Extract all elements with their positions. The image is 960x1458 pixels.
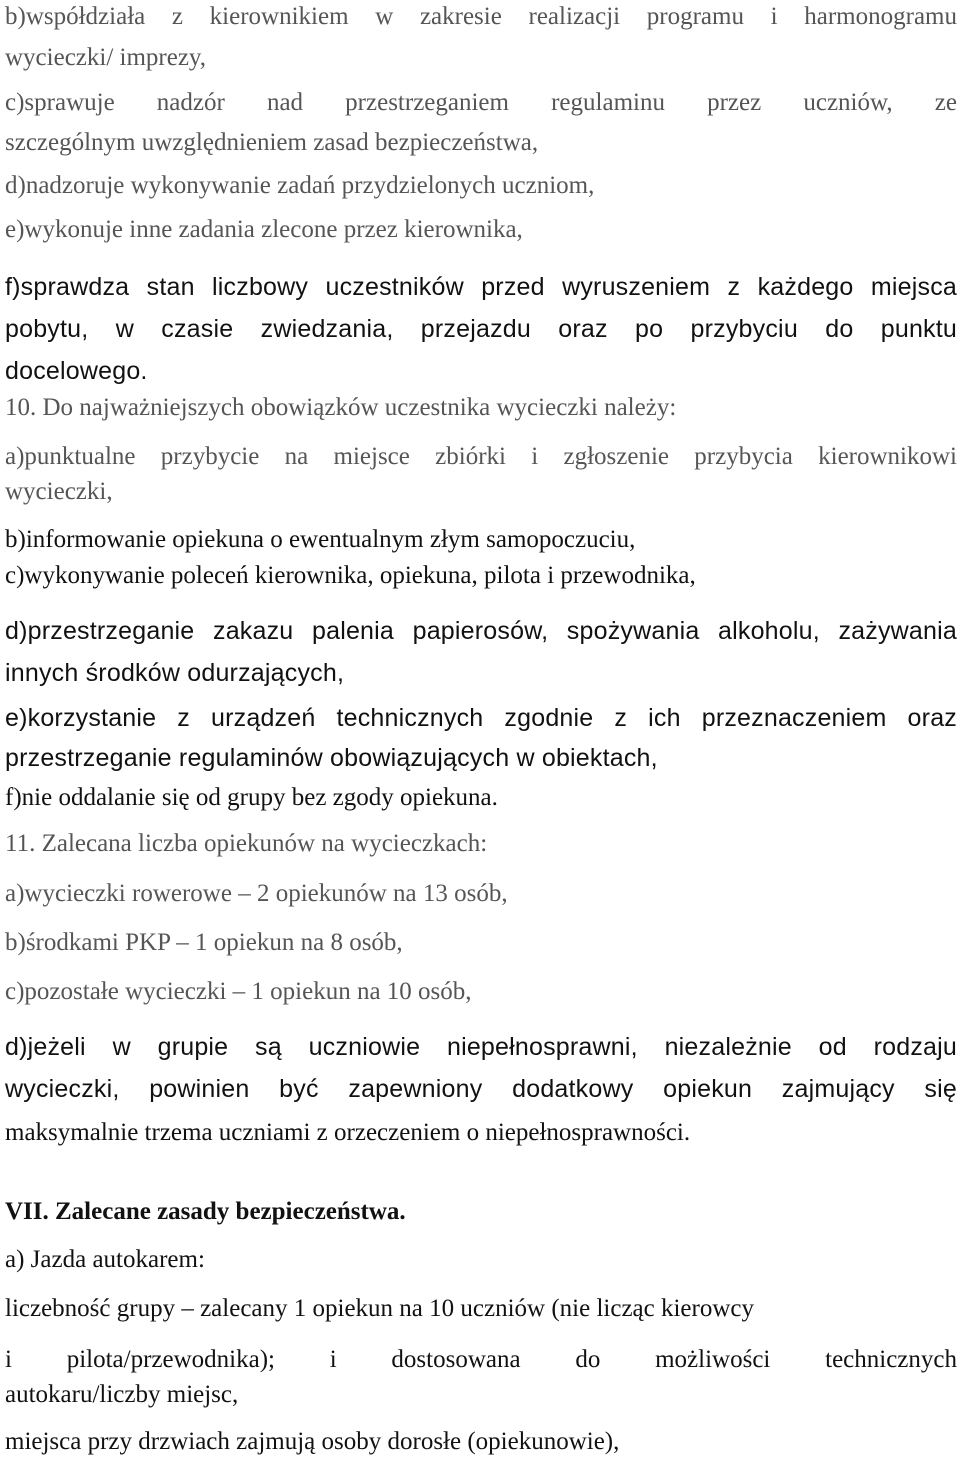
- text-line: e)korzystanie z urządzeń technicznych zgodnie z ich przeznaczeniem oraz: [5, 704, 957, 732]
- section-heading: 11. Zalecana liczba opiekunów na wycieczkach:: [5, 830, 488, 857]
- text-line: a)punktualne przybycie na miejsce zbiórki i zgłoszenie przybycia kierownikowi: [5, 443, 957, 470]
- text-line: wycieczki, powinien być zapewniony dodatkowy opiekun zajmujący się: [5, 1075, 957, 1103]
- text-line: wycieczki/ imprezy,: [5, 44, 207, 71]
- section-heading: 10. Do najważniejszych obowiązków uczestnika wycieczki należy:: [5, 394, 677, 421]
- text-line: c)sprawuje nadzór nad przestrzeganiem regulaminu przez uczniów, ze: [5, 89, 957, 116]
- text-line: liczebność grupy – zalecany 1 opiekun na 10 uczniów (nie licząc kierowcy: [5, 1295, 754, 1322]
- text-line: a)wycieczki rowerowe – 2 opiekunów na 13 osób,: [5, 880, 508, 907]
- text-line: docelowego.: [5, 357, 148, 385]
- text-line: d)przestrzeganie zakazu palenia papierosów, spożywania alkoholu, zażywania: [5, 617, 957, 645]
- text-line: maksymalnie trzema uczniami z orzeczeniem o niepełnosprawności.: [5, 1119, 691, 1146]
- text-line: innych środków odurzających,: [5, 659, 345, 687]
- subsection-heading: a) Jazda autokarem:: [5, 1246, 205, 1273]
- text-line: b)środkami PKP – 1 opiekun na 8 osób,: [5, 929, 403, 956]
- text-line: pobytu, w czasie zwiedzania, przejazdu oraz po przybyciu do punktu: [5, 315, 957, 343]
- text-line: e)wykonuje inne zadania zlecone przez kierownika,: [5, 216, 523, 243]
- text-line: c)wykonywanie poleceń kierownika, opiekuna, pilota i przewodnika,: [5, 562, 696, 589]
- chapter-heading: VII. Zalecane zasady bezpieczeństwa.: [5, 1198, 406, 1225]
- text-line: szczególnym uwzględnieniem zasad bezpieczeństwa,: [5, 129, 539, 156]
- text-line: autokaru/liczby miejsc,: [5, 1381, 239, 1408]
- text-line: wycieczki,: [5, 478, 113, 505]
- text-line: d)jeżeli w grupie są uczniowie niepełnosprawni, niezależnie od rodzaju: [5, 1033, 957, 1061]
- text-line: f)sprawdza stan liczbowy uczestników przed wyruszeniem z każdego miejsca: [5, 273, 957, 301]
- text-line: miejsca przy drzwiach zajmują osoby dorosłe (opiekunowie),: [5, 1428, 620, 1455]
- text-line: f)nie oddalanie się od grupy bez zgody opiekuna.: [5, 784, 498, 811]
- text-line: d)nadzoruje wykonywanie zadań przydzielonych uczniom,: [5, 172, 595, 199]
- text-line: przestrzeganie regulaminów obowiązujących w obiektach,: [5, 744, 658, 772]
- text-line: i pilota/przewodnika); i dostosowana do możliwości technicznych: [5, 1346, 957, 1373]
- text-line: c)pozostałe wycieczki – 1 opiekun na 10 osób,: [5, 978, 472, 1005]
- text-line: b)informowanie opiekuna o ewentualnym złym samopoczuciu,: [5, 526, 636, 553]
- text-line: b)współdziała z kierownikiem w zakresie realizacji programu i harmonogramu: [5, 3, 957, 30]
